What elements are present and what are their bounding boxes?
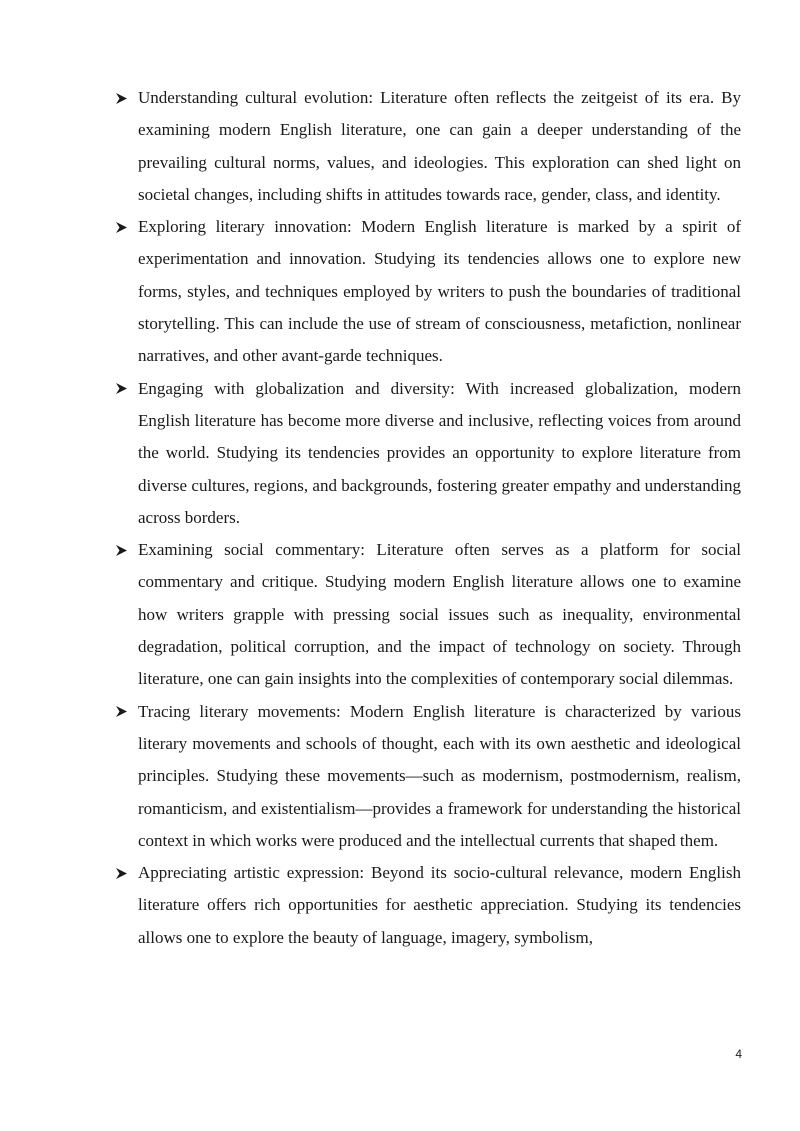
list-item <box>115 211 741 372</box>
list-item-text: Examining social commentary: Literature often serves as a platform for social commentary and critique. Studying modern English literature allows one to examine how writers grapple with pressing social issues such as inequality, environmental degradation, political corruption, and the impact of technology on society. Through literature, one can gain insights into the complexities of contemporary social dilemmas. <box>138 540 741 689</box>
list-item-text: Exploring literary innovation: Modern English literature is marked by a spirit of experimentation and innovation. Studying its tendencies allows one to explore new forms, styles, and techniques employed by writers to push the boundaries of traditional storytelling. This can include the use of stream of consciousness, metafiction, nonlinear narratives, and other avant-garde techniques. <box>138 217 741 366</box>
arrow-bullet-icon <box>115 857 133 889</box>
list-item-text: Tracing literary movements: Modern English literature is characterized by various literary movements and schools of thought, each with its own aesthetic and ideological principles. Studying these movements—such as modernism, postmodernism, realism, romanticism, and existentialism—provides a framework for understanding the historical context in which works were produced and the intellectual currents that shaped them. <box>138 701 741 850</box>
list-item <box>115 82 741 211</box>
list-item <box>115 857 741 954</box>
arrow-bullet-icon <box>115 534 133 566</box>
list-item <box>115 534 741 695</box>
list-item <box>115 696 741 857</box>
arrow-bullet-icon <box>115 696 133 728</box>
list-item-text: Engaging with globalization and diversity: With increased globalization, modern English literature has become more diverse and inclusive, reflecting voices from around the world. Studying its tendencies provides an opportunity to explore literature from diverse cultures, regions, and backgrounds, fostering greater empathy and understanding across borders. <box>138 378 741 527</box>
bullet-list <box>115 82 741 954</box>
page-number: 4 <box>735 1047 742 1061</box>
arrow-bullet-icon <box>115 373 133 405</box>
list-item-text: Understanding cultural evolution: Literature often reflects the zeitgeist of its era. By examining modern English literature, one can gain a deeper understanding of the prevailing cultural norms, values, and ideologies. This exploration can shed light on societal changes, including shifts in attitudes towards race, gender, class, and identity. <box>138 88 741 204</box>
arrow-bullet-icon <box>115 211 133 243</box>
list-item <box>115 373 741 534</box>
list-item-text: Appreciating artistic expression: Beyond its socio-cultural relevance, modern English literature offers rich opportunities for aesthetic appreciation. Studying its tendencies allows one to explore the beauty of language, imagery, symbolism, <box>138 863 741 947</box>
arrow-bullet-icon <box>115 82 133 114</box>
